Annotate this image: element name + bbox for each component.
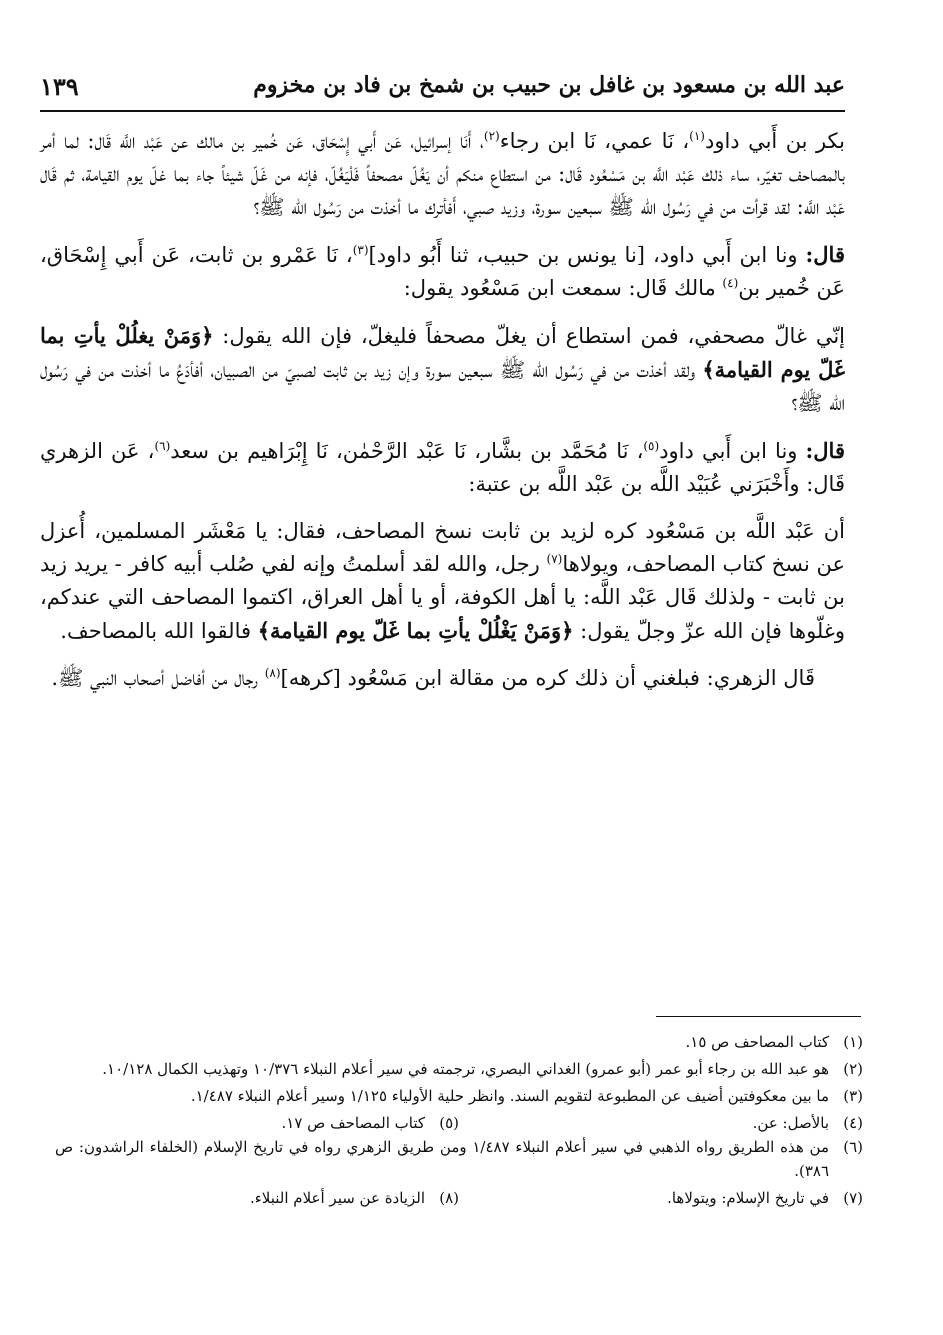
footnote (55, 1111, 459, 1135)
paragraph-text: ونا ابن أَبي داود، [نا يونس بن حبيب، ثنا أَبُو داود] (368, 243, 806, 267)
footnote-ref[interactable]: (٨) (264, 666, 281, 680)
paragraph-text: رجال من أفاضل أصحاب النبي ﷺ. (51, 666, 265, 690)
main-text (40, 125, 845, 709)
footnote-number: (٤) (843, 1114, 863, 1132)
paragraph-3 (40, 319, 845, 420)
paragraph-text: ، أَنَا إسرائيل، عَن أَبي إِسْحَاق، عَن خُمير بن مالك عن عَبْد اللَّه قَال: لما أمر بالمصاحف تغيّر، ساء ذلك عَبْد اللَّه بن مَسْعُود قَال: من استطاع منكم أن يَغُلّ مصحفاً فَلْيَغُلّ، فإنه من غَلّ شيئاً جاء بما غلّ يوم القيامة، ثم قَال عَبْد اللَّه: لقد قرأت من في رَسُول الله ﷺ سبعين سورة، وزيد صبي، أَفأترك ما أخذت من رَسُول الله ﷺ؟ (40, 129, 845, 219)
footnote-separator (656, 1016, 861, 1017)
page-number: ١٣٩ (40, 72, 79, 101)
footnote-number: (٣) (843, 1087, 863, 1105)
footnote (55, 1057, 863, 1081)
footnote-ref[interactable]: (٢) (483, 129, 500, 143)
paragraph-text: أن عَبْد اللَّه بن مَسْعُود كره لزيد بن ثابت نسخ المصاحف، فقال: يا مَعْشَر المسلمين، أُعزل عن نسخ كتاب المصاحف، ويولاها (40, 519, 846, 576)
footnote-ref[interactable]: (٤) (722, 276, 739, 290)
footnote-text: كتاب المصاحف ص ١٧. (281, 1114, 425, 1132)
paragraph-2 (40, 238, 845, 305)
footnote (55, 1186, 459, 1210)
paragraph-lead: قال: (805, 438, 845, 463)
footnote-text: بالأصل: عن. (752, 1114, 829, 1132)
footnote (55, 1135, 863, 1183)
footnote-ref[interactable]: (٥) (643, 439, 660, 453)
paragraph-6 (40, 662, 845, 695)
footnote-ref[interactable]: (٦) (154, 439, 171, 453)
footnote-ref[interactable]: (٧) (546, 552, 563, 566)
paragraph-text: قَال الزهري: فبلغني أن ذلك كره من مقالة ابن مَسْعُود [كرهه] (280, 666, 815, 690)
paragraph-5 (40, 515, 845, 648)
footnote (459, 1186, 863, 1210)
header-rule (40, 110, 845, 112)
running-header (40, 60, 845, 118)
footnote-ref[interactable]: (١) (689, 129, 705, 143)
footnote-text: في تاريخ الإسلام: ويتولاها. (667, 1189, 829, 1207)
footnote-text: من هذه الطريق رواه الذهبي في سير أعلام النبلاء ١/٤٨٧ ومن طريق الزهري رواه في تاريخ الإسلام (الخلفاء الراشدون: ص ٣٨٦). (55, 1138, 829, 1180)
footnote-number: (٦) (843, 1138, 863, 1156)
footnote-number: (١) (843, 1033, 863, 1051)
footnote-number: (٧) (843, 1189, 863, 1207)
footnotes (55, 1030, 863, 1210)
footnote (55, 1030, 863, 1054)
footnote-pair (55, 1111, 863, 1135)
paragraph-text: مالك قَال: سمعت ابن مَسْعُود يقول: (403, 276, 723, 300)
footnote-text: الزيادة عن سير أعلام النبلاء. (249, 1189, 425, 1207)
paragraph-text: ، نَا مُحَمَّد بن بشَّار، نَا عَبْد الرَّحْمٰن، نَا إِبْرَاهيم بن سعد (170, 439, 644, 463)
paragraph-text: رجل، والله لقد أسلمتُ وإنه لفي صُلب أبيه كافر - يريد زيد بن ثابت - ولذلك قَال عَبْد اللَّه: يا أهل الكوفة، أو يا أهل العراق، اكتموا المصاحف التي عندكم، وغلّوها فإن الله عزّ وجلّ يقول: (40, 552, 845, 643)
quran-verse: ﴿وَمَنْ يغلُلْ يأتِ بما غَلّ يوم القيامة﴾ (40, 323, 845, 382)
footnote-number: (٥) (439, 1114, 459, 1132)
paragraph-4 (40, 434, 845, 501)
paragraph-text: إنّي غالّ مصحفي، فمن استطاع أن يغلّ مصحفاً فليغلّ، فإن الله يقول: (213, 324, 845, 348)
footnote-text: كتاب المصاحف ص ١٥. (685, 1033, 829, 1051)
footnote (459, 1111, 863, 1135)
header-title: عبد الله بن مسعود بن غافل بن حبيب بن شمخ بن فاد بن مخزوم (253, 72, 845, 98)
footnote-ref[interactable]: (٣) (352, 243, 369, 257)
paragraph-text: ، نَا عَمْرو بن ثابت، عَن أَبي إِسْحَاق، عَن خُمير بن (40, 243, 845, 300)
paragraph-1 (40, 125, 845, 224)
paragraph-text: فالقوا الله بالمصاحف. (60, 619, 258, 643)
footnote-pair (55, 1186, 863, 1210)
footnote-text: ما بين معكوفتين أضيف عن المطبوعة لتقويم السند. وانظر حلية الأولياء ١/١٢٥ وسير أعلام النبلاء ١/٤٨٧. (190, 1087, 829, 1105)
paragraph-text: ولقد أخذت من في رَسُول الله ﷺ سبعين سورة وإن زيد بن ثابت لصبيّ من الصبيان، أفأدَعُ ما أخذت من في رَسُول الله ﷺ؟ (40, 358, 845, 415)
paragraph-lead: قال: (805, 242, 845, 267)
paragraph-text: ، نَا عمي، نَا ابن رجاء (499, 129, 690, 153)
footnote-number: (٢) (843, 1060, 863, 1078)
footnote-text: هو عبد الله بن رجاء أبو عمر (أبو عمرو) الغداني البصري، ترجمته في سير أعلام النبلاء ١٠/٣٧٦ وتهذيب الكمال ١٠/١٢٨. (102, 1060, 829, 1078)
footnote (55, 1084, 863, 1108)
paragraph-text: بكر بن أَبي داود (704, 129, 845, 153)
footnote-number: (٨) (439, 1189, 459, 1207)
quran-verse: ﴿وَمَنْ يَغْلُلْ يأتِ بما غَلّ يوم القيامة﴾ (257, 618, 574, 643)
paragraph-text: ، عَن الزهري قَال: وأَخْبَرَني عُبَيْد اللَّه بن عَبْد اللَّه بن عتبة: (40, 439, 845, 496)
paragraph-text: ونا ابن أَبي داود (659, 439, 806, 463)
